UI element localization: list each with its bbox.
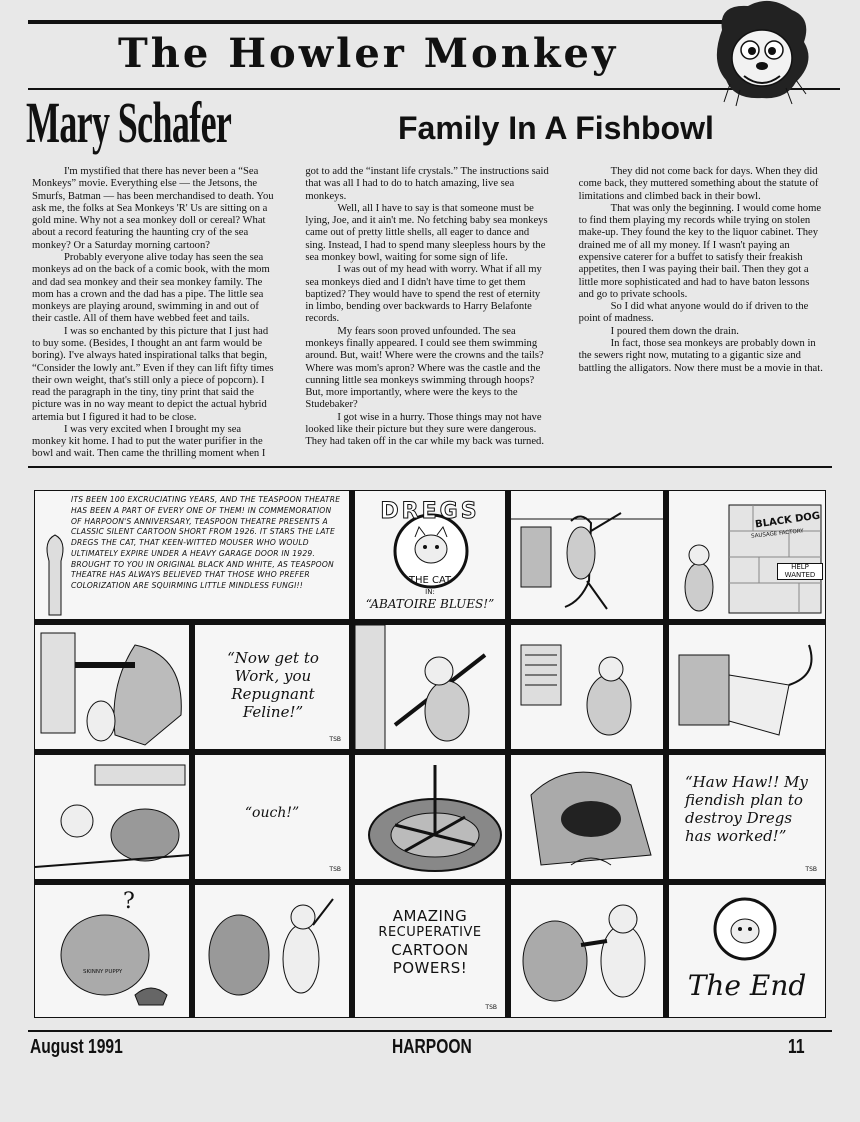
cat-reviving-illustration [195, 885, 350, 1018]
cat-revenge-illustration [511, 885, 664, 1018]
article-title: Family In A Fishbowl [398, 110, 714, 146]
comic-panel-grinder [668, 624, 826, 750]
cat-shoveling-illustration [355, 625, 506, 750]
cat-in-grinder-illustration [669, 625, 826, 750]
title-card-in: IN: [425, 588, 435, 596]
grinder-blades-illustration [355, 755, 506, 880]
boss-laughing-illustration [511, 755, 664, 880]
cat-brushed-illustration [35, 755, 190, 880]
title-card-panel [354, 490, 506, 620]
paragraph: I poured them down the drain. [610, 325, 739, 337]
article-body [32, 166, 824, 462]
paragraph: Probably everyone alive today has seen the sea monkeys ad on the back of a comic book, with the mom and dad sea monkey and their sea monkey family. The mom has a crown and the dad has a pipe. The little sea monkeys are playing around, swimming in and out of their castle. All of them have webbed feet and tails. [32, 251, 270, 325]
author-name: Mary Schafer [26, 90, 232, 155]
artist-signature: TSB [485, 1004, 497, 1011]
comic-panel-pointing [34, 624, 190, 750]
comic-panel-blades [354, 754, 506, 880]
comic-panel-caption-fiendish [668, 754, 826, 880]
paragraph: I'm mystified that there has never been a “Sea Monkeys” movie. Everything else — the Jetsons, the Smurfs, Batman — has been merchandised to death. You ask me, the folks at Sea Monkeys 'R' Us are sitting on a gold mine. Why not a sea monkey doll or cereal? What about a record featuring the haunting cry of the sea monkey? Or a Saturday morning cartoon? [32, 166, 274, 251]
caption-amazing [355, 907, 505, 978]
intro-text: ITS BEEN 100 EXCRUCIATING YEARS, AND THE TEASPOON THEATRE HAS BEEN A PART OF EVERY ONE OF THEM! IN COMMEMORATION OF HARPOON'S ANNIVERSARY, TEASPOON THEATRE PRESENTS A CLASSIC SILENT CARTOON SHORT FROM 1926. IT STARS THE LATE DREGS THE CAT, THAT KEEN-WITTED MOUSER WHO WOULD ULTIMATELY EXPIRE UNDER A HEAVY GARAGE DOOR IN 1929. BROUGHT TO YOU IN ORIGINAL BLACK AND WHITE, AS TEASPOON THEATRE HAS ALWAYS BELIEVED THAT THOSE WHO PREFER COLORIZATION ARE SQUIRMING LITTLE MINDLESS FUNGI!! [71, 495, 341, 591]
paragraph: I was so enchanted by this picture that I just had to buy some. (Besides, I thought an ant farm would be boring). I've always hated inspirational talks that begin, “Consider the lowly ant.” Even if they can lift fifty times their own weight, that's still only a piece of popcorn). I read the paragraph in the tiny, tiny print that said the picture was in no way meant to depict the actual hybrid artemia but I figured it had to be close. [32, 325, 274, 423]
paragraph: I was very excited when I brought my sea monkey kit home. I had to put the water purifier in the bowl and wait. Then came the thrilling moment when I got to add the “instant life crystals.” The instructions said that was all I had to do to hatch amazing, live sea monkeys. [32, 166, 549, 460]
shop-sign-sub: SAUSAGE FACTORY [750, 528, 804, 540]
artist-signature: TSB [329, 736, 341, 743]
title-card-episode: “ABATOIRE BLUES!” [365, 597, 495, 611]
caption-fiendish: “Haw Haw!! My fiendish plan to destroy Dregs has worked!” [685, 773, 808, 845]
magazine-name: HARPOON [392, 1036, 472, 1058]
help-wanted-line-1: HELP [791, 563, 809, 571]
comic-intro-panel [34, 490, 350, 620]
artist-signature: TSB [329, 866, 341, 873]
comic-panel-boss-laugh [510, 754, 664, 880]
paragraph: They did not come back for days. When they did come back, they muttered something about the statute of limitations and climbed back in their bowl. [578, 166, 819, 202]
boss-pointing-illustration [35, 625, 190, 750]
comic-panel-machine [510, 624, 664, 750]
paragraph: Well, all I have to say is that someone must be lying, Joe, and it ain't me. No fetching baby sea monkeys came out of pretty little shells, all eager to dance and sing. Instead, I had to spend many sleepless hours by the sea monkey bowl, waiting for some sign of life. [305, 202, 548, 263]
title-card-subtitle: THE CAT [408, 575, 452, 586]
comic-panel-question [34, 884, 190, 1018]
caption-amazing-line-3: CARTOON [391, 941, 469, 960]
comic-panel-the-end [668, 884, 826, 1018]
masthead: The Howler Monkey [118, 30, 619, 77]
top-rule [28, 20, 728, 24]
caption-amazing-line-4: POWERS! [392, 959, 468, 978]
comic-panel-caption-ouch [194, 754, 350, 880]
comic-panel-factory [668, 490, 826, 620]
help-wanted-line-2: WANTED [784, 570, 816, 579]
article-divider [28, 466, 832, 468]
paragraph: I got wise in a hurry. Those things may not have looked like their picture but they sure were dangerous. They had taken off in the car while my back was turned. [305, 411, 544, 448]
caption-amazing-line-2: RECUPERATIVE [378, 925, 482, 941]
caption-work: “Now get to Work, you Repugnant Feline!” [227, 649, 319, 721]
skinny-puppy-label: SKINNY PUPPY [83, 969, 123, 975]
caption-ouch: “ouch!” [244, 805, 300, 821]
comic-panel-caption-amazing [354, 884, 506, 1018]
footer-rule [28, 1030, 832, 1032]
artist-signature: TSB [805, 866, 817, 873]
issue-date: August 1991 [30, 1036, 123, 1058]
question-mark: ? [123, 889, 135, 914]
comic-panel-revenge [510, 884, 664, 1018]
caption-amazing-line-1: AMAZING [392, 907, 468, 925]
paragraph: I was out of my head with worry. What if all my sea monkeys died and I didn't have time to get them baptized? They would have to spend the rest of eternity in limbo, bending over backwards to Harry Belafonte records. [305, 264, 542, 325]
the-end-caption: The End [687, 969, 807, 1002]
comic-panel-caption-work [194, 624, 350, 750]
page-number: 11 [788, 1036, 805, 1058]
comic-panel-cat-revives [194, 884, 350, 1018]
comic-panel-brush [34, 754, 190, 880]
comic-panel-shovel [354, 624, 506, 750]
shop-sign: BLACK DOG [754, 510, 821, 531]
comic-panel-walking [510, 490, 664, 620]
boss-confused-illustration [35, 885, 190, 1018]
paragraph: That was only the beginning. I would come home to find them playing my records while trying on stolen make-up. They found the key to the liquor cabinet. They drained me of all my money. If I wasn't paying an expensive caterer for a buffet to satisfy their freakish appetites, then I was paying their bail. Then they got a little more sophisticated and had to have baton lessons and go to private schools. [578, 202, 822, 300]
sausage-machine-illustration [511, 625, 664, 750]
title-card-title: DREGS [380, 499, 480, 524]
cat-walking-illustration [511, 491, 664, 620]
paragraph: In fact, those sea monkeys are probably down in the sewers right now, mutating to a gigantic size and battling the alligators. Now there must be a movie in that. [578, 337, 823, 374]
help-wanted-sign [777, 563, 823, 580]
paragraph: My fears soon proved unfounded. The sea monkeys finally appeared. I could see them swimming around. But, wait! Where were the crowns and the tails? Where was mom's apron? Where was the castle and the cunning little sea monkeys swimming through hoops? But, more importantly, where were the keys to the Studebaker? [305, 325, 544, 411]
paragraph: So I did what anyone would do if driven to the point of madness. [578, 301, 809, 325]
comic-strip [34, 490, 826, 1018]
howler-monkey-illustration [700, 0, 820, 110]
sausage-factory-illustration [669, 491, 826, 620]
